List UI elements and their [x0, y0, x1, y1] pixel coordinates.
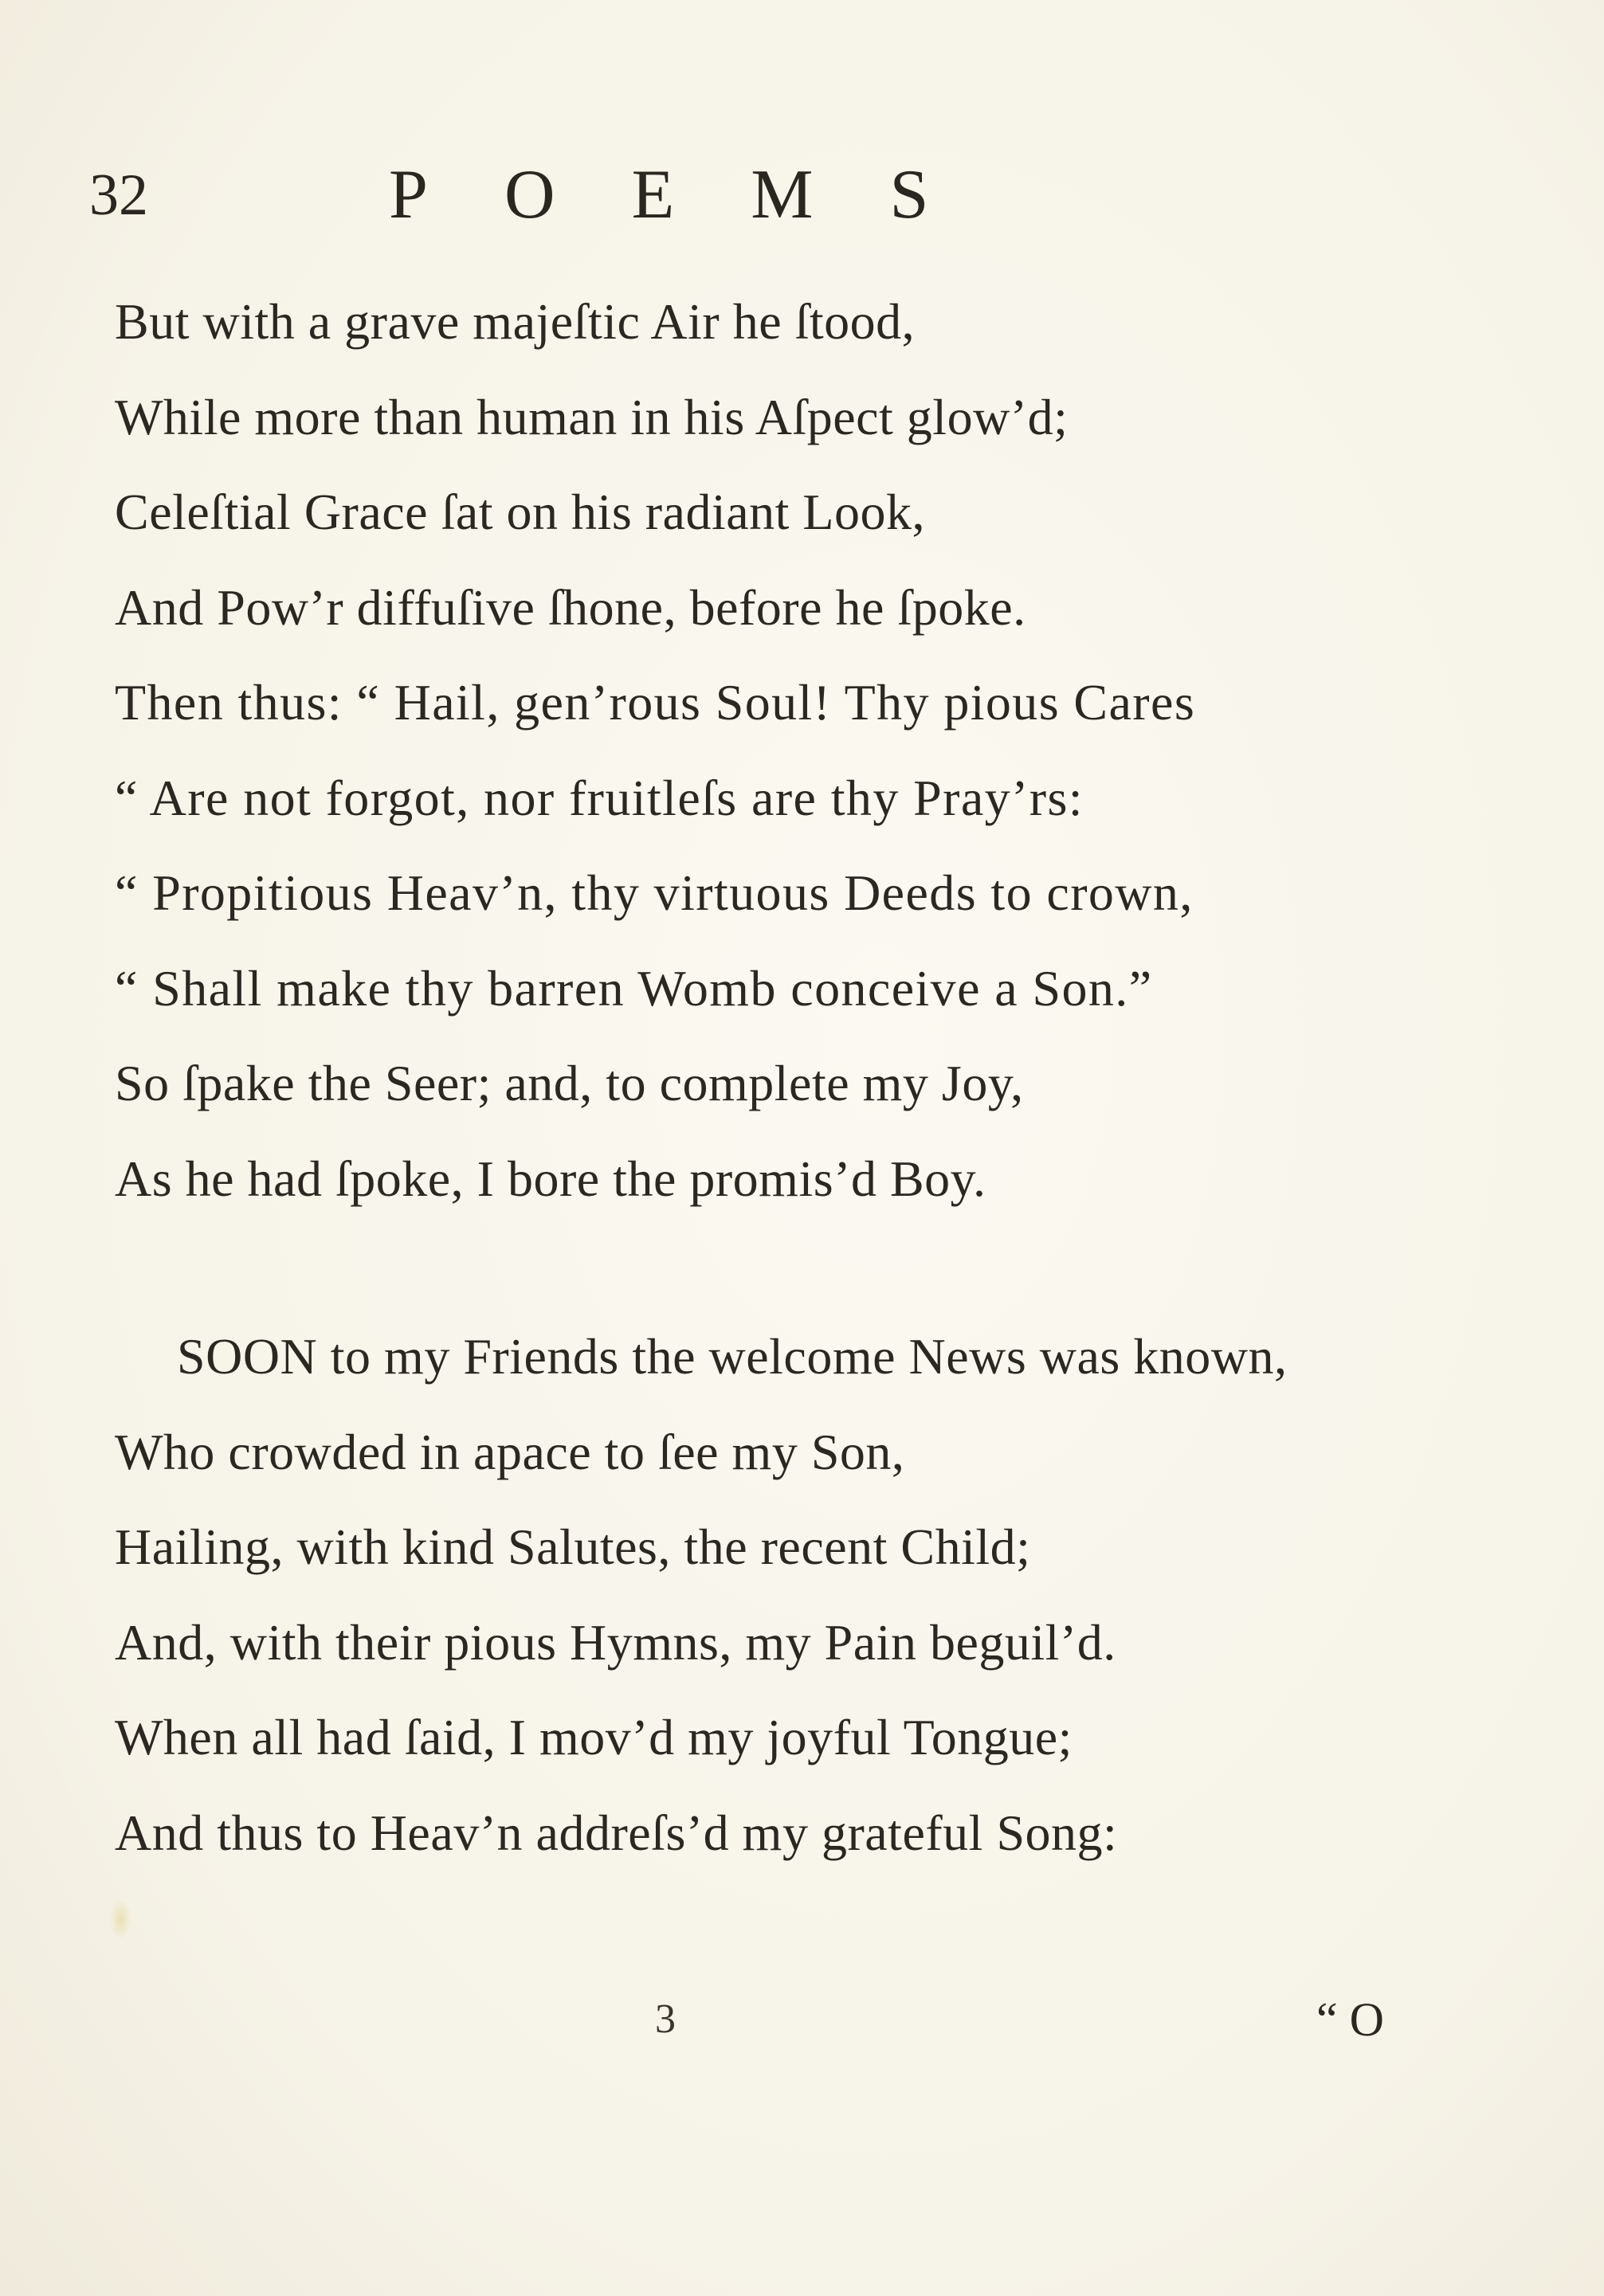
verse-line: But with a grave majeſtic Air he ſtood, [115, 293, 916, 350]
verse-line: Celeſtial Grace ſat on his radiant Look, [115, 484, 925, 540]
signature-mark: 3 [655, 1996, 676, 2042]
verse-line: And Pow’r diffuſive ſhone, before he ſpoke. [115, 578, 1026, 636]
running-title: POEMS [389, 156, 1006, 233]
verse-line: Then thus: “ Hail, gen’rous Soul! Thy pious Cares [115, 674, 1196, 731]
verse-line: And, with their pious Hymns, my Pain beguil’d. [115, 1613, 1116, 1671]
verse-line: As he had ſpoke, I bore the promis’d Boy. [115, 1150, 986, 1207]
verse-line: Hailing, with kind Salutes, the recent Child; [115, 1518, 1031, 1575]
verse-line: SOON to my Friends the welcome News was known, [177, 1328, 1288, 1385]
verse-line: When all had ſaid, I mov’d my joyful Tongue; [115, 1709, 1073, 1765]
stanza-1 [0, 274, 1604, 1226]
page-header [0, 151, 1604, 239]
verse-line: And thus to Heav’n addreſs’d my grateful Song: [115, 1804, 1118, 1861]
verse-line: So ſpake the Seer; and, to complete my Joy, [115, 1055, 1024, 1111]
verse-line: “ Propitious Heav’n, thy virtuous Deeds to crown, [115, 864, 1194, 921]
verse-line: Who crowded in apace to ſee my Son, [115, 1423, 905, 1480]
catchword: “ O [1316, 1993, 1384, 2046]
verse-line: “ Are not forgot, nor fruitleſs are thy Pray’rs: [115, 769, 1084, 826]
stanza-2 [0, 1309, 1604, 1880]
verse-line: While more than human in his Aſpect glow’d; [115, 388, 1069, 445]
page-footer [0, 1984, 1604, 2055]
paper-stain [110, 1900, 131, 1938]
page-number: 32 [89, 163, 148, 228]
verse-line: “ Shall make thy barren Womb conceive a Son.” [115, 959, 1153, 1017]
